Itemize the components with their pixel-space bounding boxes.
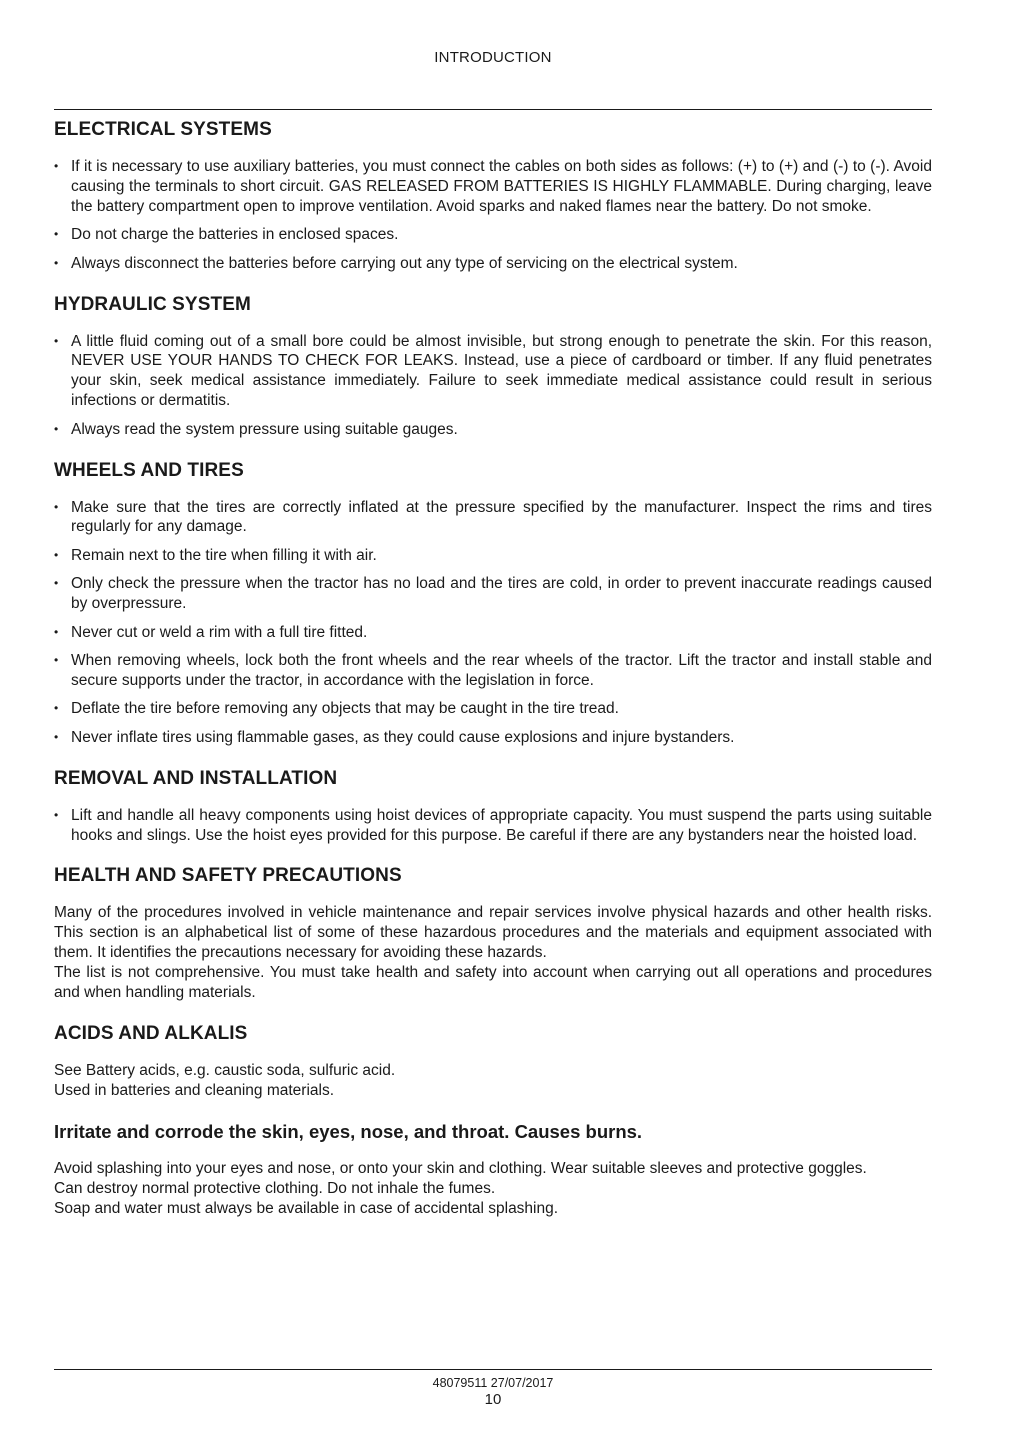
bullet-icon: • (54, 624, 59, 639)
paragraph: See Battery acids, e.g. caustic soda, sulfuric acid. (54, 1061, 396, 1079)
list-item (54, 651, 932, 691)
section-heading: WHEELS AND TIRES (54, 459, 244, 481)
list-item (54, 157, 932, 217)
list-item (54, 332, 932, 412)
list-item-text: Lift and handle all heavy components using hoist devices of appropriate capacity. You must suspend the parts using suitable hooks and slings. Use the hoist eyes provided for this purpose. Be careful if there are any bystanders near the hoisted load. (71, 806, 932, 844)
list-item-text: Only check the pressure when the tractor has no load and the tires are cold, in order to prevent inaccurate readings caused by overpressure. (71, 575, 932, 613)
bullet-list (54, 806, 932, 846)
bullet-icon: • (54, 547, 59, 562)
section-electrical-systems (54, 118, 932, 274)
list-item-text: Always disconnect the batteries before carrying out any type of servicing on the electrical system. (71, 254, 738, 272)
list-item (54, 699, 932, 719)
list-item (54, 728, 932, 748)
list-item (54, 420, 932, 440)
paragraph: Used in batteries and cleaning materials. (54, 1081, 335, 1099)
paragraph: Avoid splashing into your eyes and nose, or onto your skin and clothing. Wear suitable sleeves and protective goggles. (54, 1159, 867, 1177)
bullet-icon: • (54, 653, 59, 667)
bullet-icon: • (54, 159, 59, 173)
paragraph: Can destroy normal protective clothing. Do not inhale the fumes. (54, 1179, 496, 1197)
bullet-icon: • (54, 576, 59, 591)
bullet-icon: • (54, 333, 59, 348)
list-item (54, 225, 932, 245)
paragraph: Many of the procedures involved in vehicle maintenance and repair services involve physical hazards and other health risks. This section is an alphabetical list of some of these hazardous procedures and the materials and equipment associated with them. It identifies the precautions necessary for avoiding these hazards. (54, 904, 932, 962)
list-item-text: When removing wheels, lock both the front wheels and the rear wheels of the tractor. Lift the tractor and install stable and secure supports under the tractor, in accordance with the legislation in force. (71, 652, 932, 689)
list-item-text: Deflate the tire before removing any objects that may be caught in the tire tread. (71, 700, 619, 718)
bullet-list (54, 157, 932, 274)
section-irritate-and-corrode (54, 1120, 932, 1219)
bullet-icon: • (54, 701, 59, 716)
header-rule (54, 109, 932, 110)
list-item (54, 806, 932, 846)
list-item-text: Never cut or weld a rim with a full tire fitted. (71, 623, 368, 641)
list-item-text: Do not charge the batteries in enclosed spaces. (71, 226, 399, 244)
bullet-icon: • (54, 499, 59, 514)
section-hydraulic-system (54, 293, 932, 440)
section-heading: HEALTH AND SAFETY PRECAUTIONS (54, 865, 402, 887)
page-number: 10 (484, 1391, 502, 1408)
paragraph: The list is not comprehensive. You must take health and safety into account when carrying out all operations and procedures and when handling materials. (54, 964, 932, 1002)
subsection-heading: Irritate and corrode the skin, eyes, nose, and throat. Causes burns. (54, 1120, 643, 1142)
bullet-icon: • (54, 807, 59, 822)
list-item (54, 574, 932, 614)
page-content (54, 118, 932, 1238)
list-item (54, 498, 932, 538)
bullet-icon: • (54, 255, 59, 270)
bullet-icon: • (54, 729, 59, 744)
section-heading: ELECTRICAL SYSTEMS (54, 119, 272, 140)
paragraph: Soap and water must always be available in case of accidental splashing. (54, 1199, 559, 1217)
section-removal-and-installation (54, 767, 932, 846)
section-health-and-safety (54, 864, 932, 1003)
list-item (54, 254, 932, 274)
bullet-list (54, 498, 932, 748)
list-item-text: If it is necessary to use auxiliary batteries, you must connect the cables on both sides as follows: (+) to (+) and (-) to (-). Avoid causing the terminals to short circuit. GAS RELEASED FROM BATTERIES IS HIGHLY FLAMMABLE. During charging, leave the battery compartment open to improve ventilation. Avoid sparks and naked flames near the battery. Do not smoke. (71, 158, 932, 215)
section-heading: REMOVAL AND INSTALLATION (54, 767, 338, 789)
bullet-list (54, 332, 932, 440)
section-wheels-and-tires (54, 459, 932, 748)
list-item (54, 623, 932, 643)
section-acids-and-alkalis (54, 1022, 932, 1101)
running-header: INTRODUCTION (434, 49, 552, 66)
list-item-text: A little fluid coming out of a small bore could be almost invisible, but strong enough to penetrate the skin. For this reason, NEVER USE YOUR HANDS TO CHECK FOR LEAKS. Instead, use a piece of cardboard or timber. If any fluid penetrates your skin, seek medical assistance immediately. Failure to seek immediate medical assistance could result in serious infections or dermatitis. (71, 332, 932, 410)
section-heading: ACIDS AND ALKALIS (54, 1022, 248, 1044)
list-item-text: Remain next to the tire when filling it with air. (71, 546, 377, 564)
list-item-text: Never inflate tires using flammable gases, as they could cause explosions and injure bystanders. (71, 728, 735, 746)
list-item-text: Make sure that the tires are correctly inflated at the pressure specified by the manufacturer. Inspect the rims and tires regularly for any damage. (71, 498, 932, 536)
list-item-text: Always read the system pressure using suitable gauges. (71, 420, 458, 438)
list-item (54, 546, 932, 566)
bullet-icon: • (54, 421, 59, 436)
document-code: 48079511 27/07/2017 (432, 1376, 554, 1390)
footer-rule (54, 1369, 932, 1370)
bullet-icon: • (54, 227, 59, 242)
section-heading: HYDRAULIC SYSTEM (54, 293, 251, 315)
